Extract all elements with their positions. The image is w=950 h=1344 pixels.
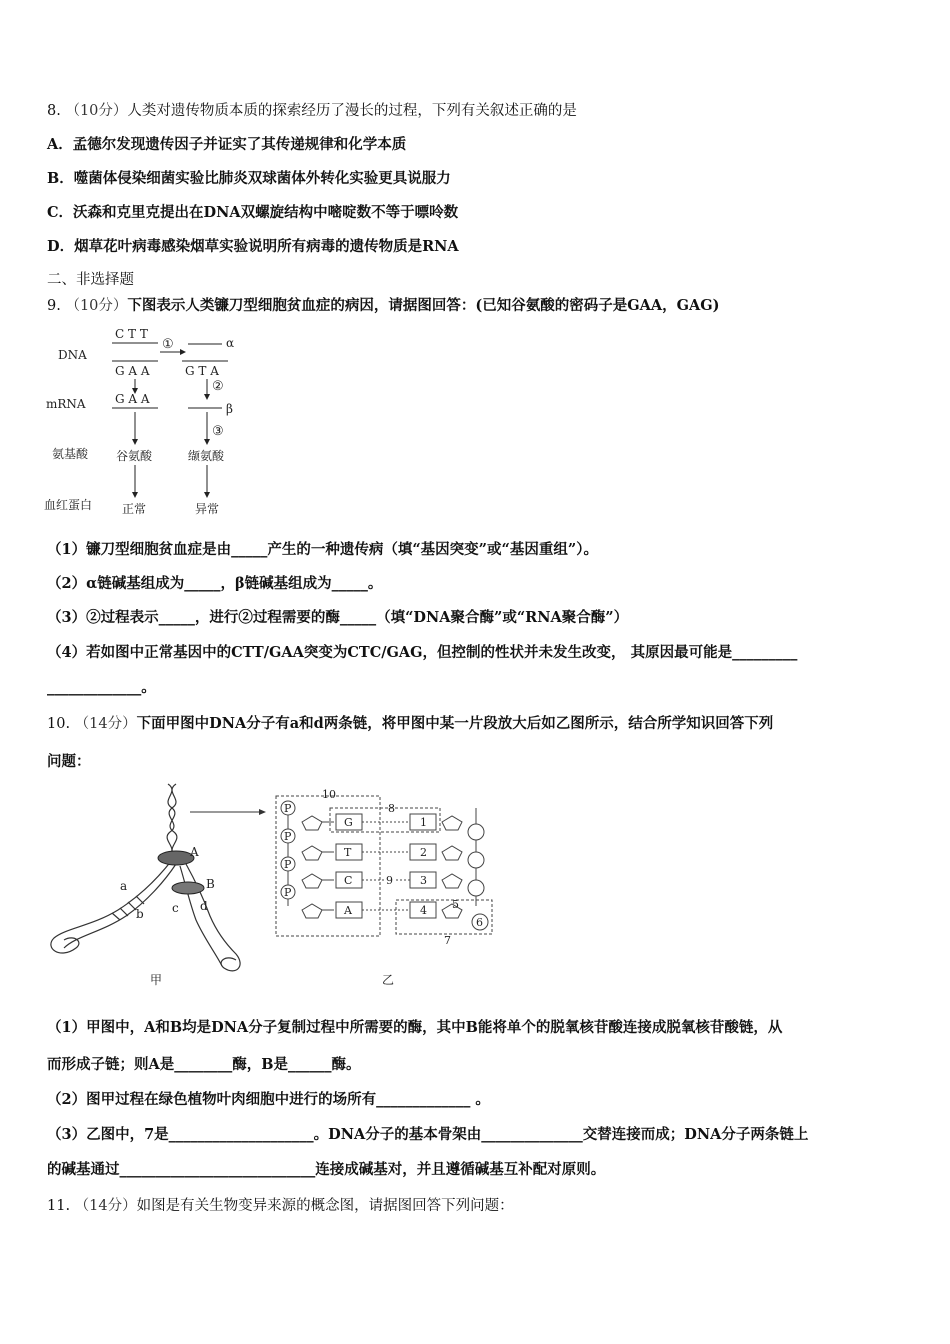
base-t: T xyxy=(344,846,352,859)
option-letter: D． xyxy=(47,238,75,255)
strand-c xyxy=(180,866,222,966)
rung xyxy=(128,902,136,910)
amino-abnormal: 缬氨酸 xyxy=(188,449,225,463)
result-normal: 正常 xyxy=(122,502,147,516)
arrowhead xyxy=(259,809,266,815)
deoxyribose xyxy=(442,846,462,860)
dna-top-bases: C T T xyxy=(115,327,148,341)
pair-rows xyxy=(281,788,488,947)
q8-option-c xyxy=(47,203,458,223)
arrowhead xyxy=(204,492,210,498)
q9-sub1: （1）镰刀型细胞贫血症是由_____产生的一种遗传病（填“基因突变”或“基因重组”）。 xyxy=(47,541,598,558)
caption-jia: 甲 xyxy=(150,973,163,987)
caption-yi: 乙 xyxy=(382,973,395,987)
alpha-label: α xyxy=(226,336,235,350)
option-letter: C． xyxy=(47,204,74,221)
label-mrna: mRNA xyxy=(46,397,86,411)
q9-sub3: （3）②过程表示_____，进行②过程需要的酶_____（填“DNA聚合酶”或“RNA聚合酶”） xyxy=(47,609,629,626)
strand-a xyxy=(51,860,172,953)
label-6: 6 xyxy=(476,916,483,929)
option-text: 噬菌体侵染细菌实验比肺炎双球菌体外转化实验更具说服力 xyxy=(73,170,451,187)
q10-stem-cont: 问题： xyxy=(47,753,91,770)
q8-option-a xyxy=(47,135,406,155)
beta-label: β xyxy=(226,402,233,416)
label-8: 8 xyxy=(388,802,395,815)
enzyme-a xyxy=(158,851,194,865)
label-10: 10 xyxy=(322,788,336,801)
q9-figure xyxy=(40,322,290,522)
helix-top xyxy=(168,784,177,856)
base-a: A xyxy=(344,904,352,917)
q11-number: 11. xyxy=(47,1198,71,1214)
step1-marker: ① xyxy=(162,337,174,352)
amino-normal: 谷氨酸 xyxy=(116,449,153,463)
base-4: 4 xyxy=(420,904,427,917)
option-text: 孟德尔发现遗传因子并证实了其传递规律和化学本质 xyxy=(72,136,407,153)
mrna-bases: G A A xyxy=(115,392,150,406)
label-b: b xyxy=(136,907,144,921)
label-9: 9 xyxy=(386,874,393,887)
label-5: 5 xyxy=(452,898,459,911)
deoxyribose xyxy=(442,816,462,830)
q8-stem: 人类对遗传物质本质的探索经历了漫长的过程，下列有关叙述正确的是 xyxy=(127,103,577,119)
rung xyxy=(120,908,128,916)
q8-stem-line xyxy=(47,101,577,121)
base-3: 3 xyxy=(420,874,427,887)
label-a: a xyxy=(120,879,128,893)
enzyme-b xyxy=(172,882,204,894)
phosphate-right xyxy=(468,880,484,896)
q9-sub4: （4）若如图中正常基因中的CTT/GAA突变为CTC/GAG，但控制的性状并未发生改变， 其原因最可能是_________ xyxy=(47,644,798,661)
option-text: 沃森和克里克提出在DNA双螺旋结构中嘧啶数不等于嘌呤数 xyxy=(73,204,459,221)
dna-bottom-bases: G A A xyxy=(115,364,150,378)
q8-score: （10分） xyxy=(65,103,128,119)
option-letter: A． xyxy=(47,136,73,153)
q9-score: （10分） xyxy=(65,298,128,314)
label-amino: 氨基酸 xyxy=(52,447,89,461)
mutant-bases: G T A xyxy=(185,364,219,378)
deoxyribose xyxy=(442,874,462,888)
rung xyxy=(136,896,144,904)
label-c: c xyxy=(172,901,179,915)
q10-stem-line xyxy=(47,714,773,734)
label-d: d xyxy=(200,899,208,913)
q11-stem-line xyxy=(47,1196,514,1216)
arrowhead xyxy=(204,394,210,400)
phosphate-right xyxy=(468,852,484,868)
step1-arrowhead xyxy=(180,349,186,355)
q11-stem: 如图是有关生物变异来源的概念图，请据图回答下列问题： xyxy=(136,1198,514,1214)
phosphate-label: P xyxy=(284,802,292,815)
base-2: 2 xyxy=(420,846,427,859)
q9-sub2: （2）α链碱基组成为_____，β链碱基组成为_____。 xyxy=(47,575,383,592)
q9-sub4-cont: _____________。 xyxy=(47,679,156,696)
phosphate-right xyxy=(468,824,484,840)
label-7: 7 xyxy=(444,934,451,947)
helix-top-b xyxy=(167,784,176,856)
q8-number: 8. xyxy=(47,103,61,119)
arrowhead xyxy=(132,492,138,498)
option-text: 烟草花叶病毒感染烟草实验说明所有病毒的遗传物质是RNA xyxy=(74,238,459,255)
phosphate-label: P xyxy=(284,886,292,899)
q8-option-d xyxy=(47,237,459,257)
q10-sub1-cont: 而形成子链；则A是________酶，B是______酶。 xyxy=(47,1056,361,1073)
section-title: 二、非选择题 xyxy=(47,272,134,288)
label-dna: DNA xyxy=(58,348,87,362)
arrowhead xyxy=(132,439,138,445)
rung xyxy=(112,913,120,920)
phosphate-label: P xyxy=(284,830,292,843)
strand-b xyxy=(64,864,176,948)
step3-marker: ③ xyxy=(212,424,224,439)
step2-marker: ② xyxy=(212,379,224,394)
label-A: A xyxy=(190,845,199,859)
q10-stem: 下面甲图中DNA分子有a和d两条链，将甲图中某一片段放大后如乙图所示，结合所学知识回答下列 xyxy=(136,715,774,732)
q10-sub2: （2）图甲过程在绿色植物叶肉细胞中进行的场所有_____________ 。 xyxy=(47,1091,490,1108)
base-g: G xyxy=(344,816,353,829)
deoxyribose xyxy=(302,874,322,888)
q9-number: 9. xyxy=(47,298,61,314)
base-c: C xyxy=(344,874,353,887)
q9-stem: 下图表示人类镰刀型细胞贫血症的病因，请据图回答：(已知谷氨酸的密码子是GAA，GAG) xyxy=(127,297,720,314)
q11-score: （14分） xyxy=(74,1198,137,1214)
q9-stem-line xyxy=(47,296,720,316)
q8-option-b xyxy=(47,169,451,189)
q10-sub3-cont: 的碱基通过___________________________连接成碱基对，并且遵循碱基互补配对原则。 xyxy=(47,1161,606,1178)
result-abnormal: 异常 xyxy=(195,502,220,516)
q10-figure xyxy=(40,778,510,993)
arrowhead xyxy=(204,439,210,445)
deoxyribose xyxy=(302,816,322,830)
label-B: B xyxy=(206,877,215,891)
q10-number: 10. xyxy=(47,716,71,732)
option-letter: B． xyxy=(47,170,74,187)
phosphate-label: P xyxy=(284,858,292,871)
label-hemoglobin: 血红蛋白 xyxy=(44,498,93,512)
deoxyribose xyxy=(302,904,322,918)
base-1: 1 xyxy=(420,816,427,829)
q10-sub3: （3）乙图中，7是____________________。DNA分子的基本骨架由______________交替连接而成；DNA分子两条链上 xyxy=(47,1126,809,1143)
q10-score: （14分） xyxy=(74,716,137,732)
q10-sub1: （1）甲图中，A和B均是DNA分子复制过程中所需要的酶，其中B能将单个的脱氧核苷酸连接成脱氧核苷酸链，从 xyxy=(47,1019,783,1036)
deoxyribose xyxy=(302,846,322,860)
